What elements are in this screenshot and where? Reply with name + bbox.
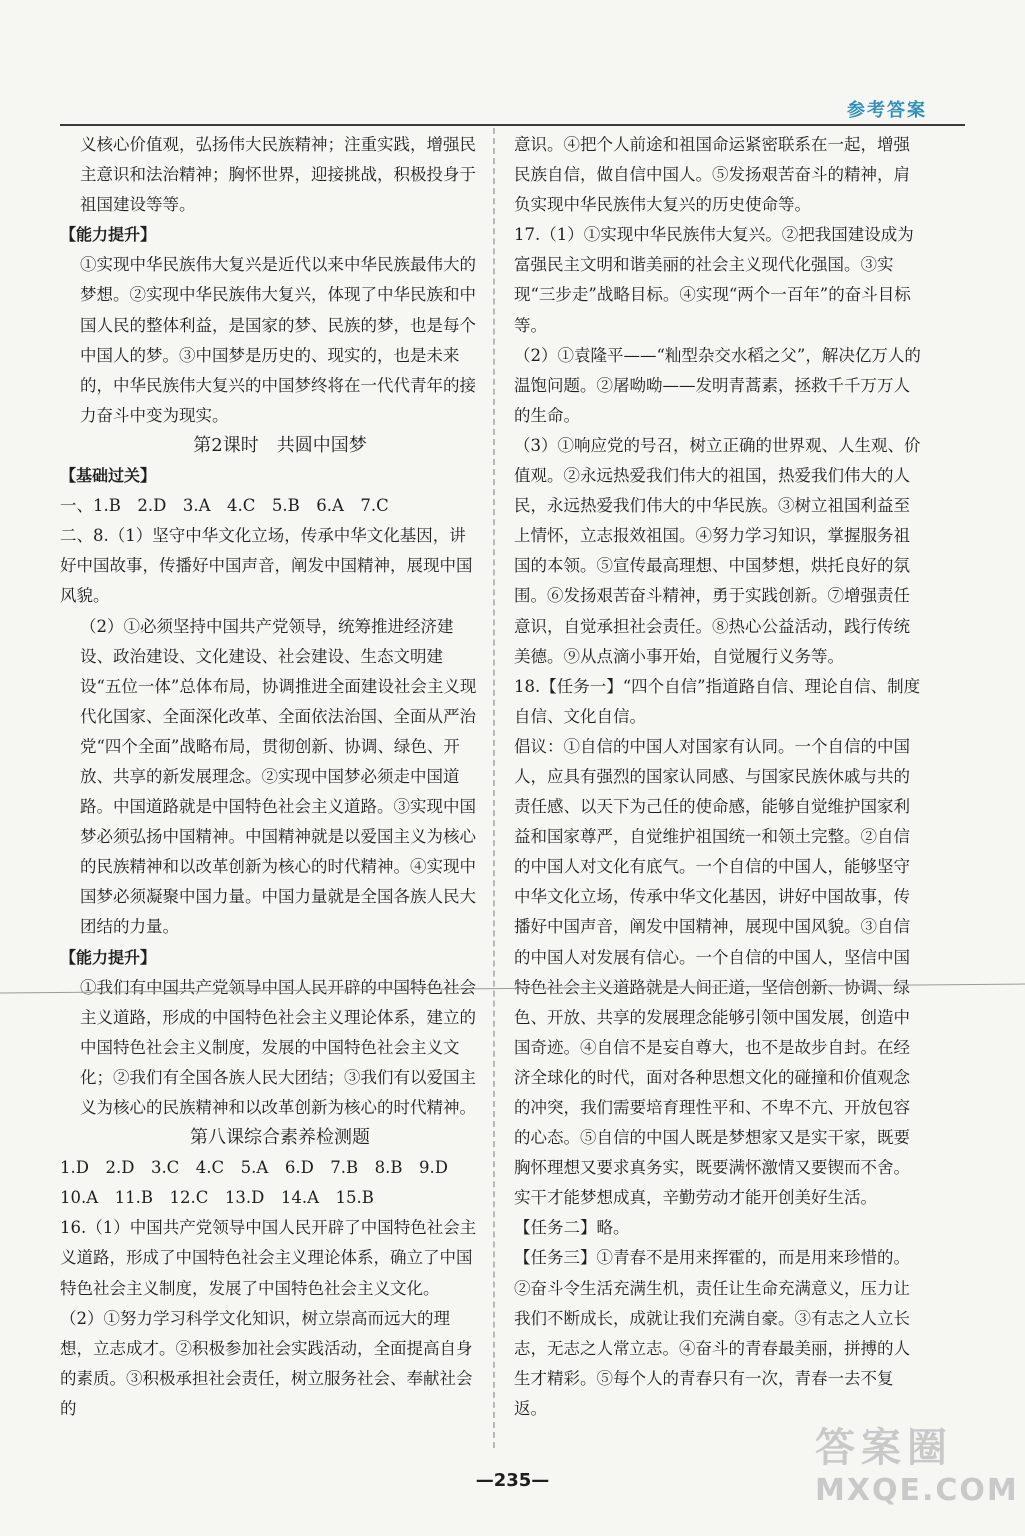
answer-paragraph: ①实现中华民族伟大复兴是近代以来中华民族最伟大的梦想。②实现中华民族伟大复兴，体现了中华民族和中国人民的整体利益，是国家的梦、民族的梦，也是每个中国人的梦。③中国梦是历史的、现实的，也是未来的，中华民族伟大复兴的中国梦终将在一代代青年的接力奋斗中变为现实。: [80, 255, 476, 425]
answer-paragraph: 17.（1）①实现中华民族伟大复兴。②把我国建设成为富强民主文明和谐美丽的社会主义现代化强国。③实现“三步走”战略目标。④实现“两个一百年”的奋斗目标等。: [514, 225, 914, 335]
answer-paragraph: 倡议：①自信的中国人对国家有认同。一个自信的中国人，应具有强烈的国家认同感、与国家民族休戚与共的责任感、以天下为己任的使命感，能够自觉维护国家利益和国家尊严，自觉维护祖国统一和领土完整。②自信的中国人对文化有底气。一个自信的中国人，能够坚守中华文化立场，传承中华文化基因，讲好中国故事，传播好中国声音，阐发中国精神，展现中国风貌。③自信的中国人对发展有信心。一个自信的中国人，坚信中国特色社会主义道路就是人间正道，坚信创新、协调、绿色、开放、共享的发展理念能够引领中国发展，创造中国奇迹。④自信不是妄自尊大，也不是故步自封。在经济全球化的时代，面对各种思想文化的碰撞和价值观念的冲突，我们需要培育理性平和、不卑不亢、开放包容的心态。⑤自信的中国人既是梦想家又是实干家，既要胸怀理想又要求真务实，既要满怀激情又要锲而不舍。实干才能梦想成真，辛勤劳动才能开创美好生活。: [514, 736, 910, 1208]
header-label: 参考答案: [847, 100, 927, 121]
answer-paragraph: 【任务三】①青春不是用来挥霍的，而是用来珍惜的。②奋斗令生活充满生机，责任让生命充满意义，压力让我们不断成长，成就让我们充满自豪。③有志之人立长志，无志之人常立志。④奋斗的青春最美丽，拼搏的人生才精彩。⑤每个人的青春只有一次，青春一去不复返。: [514, 1248, 910, 1418]
watermark-logo: [815, 1416, 1019, 1516]
answer-paragraph: 意识。④把个人前途和祖国命运紧密联系在一起，增强民族自信，做自信中国人。⑤发扬艰苦奋斗的精神，肩负实现中华民族伟大复兴的历史使命等。: [514, 135, 910, 215]
section-heading: 【能力提升】: [60, 947, 157, 967]
answer-paragraph: 16.（1）中国共产党领导中国人民开辟了中国特色社会主义道路，形成了中国特色社会主义理论体系，确立了中国特色社会主义制度，发展了中国特色社会主义文化。: [60, 1218, 477, 1298]
answer-line: 10.A 11.B 12.C 13.D 14.A 15.B: [60, 1188, 374, 1208]
left-column: [60, 130, 480, 1424]
answer-paragraph: 【任务二】略。: [514, 1218, 630, 1238]
answer-paragraph: （2）①必须坚持中国共产党领导，统筹推进经济建设、政治建设、文化建设、社会建设、生态文明建设“五位一体”总体布局，协调推进全面建设社会主义现代化国家、全面深化改革、全面依法治国、全面从严治党“四个全面”战略布局，贯彻创新、协调、绿色、开放、共享的新发展理念。②实现中国梦必须走中国道路。中国道路就是中国特色社会主义道路。③实现中国梦必须弘扬中国精神。中国精神就是以爱国主义为核心的民族精神和以改革创新为核心的时代精神。④实现中国梦必须凝聚中国力量。中国力量就是全国各族人民大团结的力量。: [80, 616, 477, 937]
watermark-site: MXQE.COM: [815, 1473, 1019, 1508]
lesson-title: 第2课时 共圆中国梦: [193, 434, 367, 456]
answer-paragraph: （3）①响应党的号召，树立正确的世界观、人生观、价值观。②永远热爱我们伟大的祖国，热爱我们伟大的人民，永远热爱我们伟大的中华民族。③树立祖国利益至上情怀，立志报效祖国。④努力学习知识，掌握服务祖国的本领。⑤宣传最高理想、中国梦想，烘托良好的氛围。⑥发扬艰苦奋斗精神，勇于实践创新。⑦增强责任意识，自觉承担社会责任。⑧热心公益活动，践行传统美德。⑨从点滴小事开始，自觉履行义务等。: [514, 435, 921, 666]
answer-paragraph: ①我们有中国共产党领导中国人民开辟的中国特色社会主义道路，形成的中国特色社会主义理论体系，建立的中国特色社会主义制度，发展的中国特色社会主义文化；②我们有全国各族人民大团结；③我们有以爱国主义为核心的民族精神和以改革创新为核心的时代精神。: [80, 977, 476, 1117]
page-number: —235—: [475, 1470, 550, 1491]
lesson-title: 第八课综合素养检测题: [190, 1127, 370, 1149]
header-rule: [60, 124, 965, 126]
answer-paragraph: 义核心价值观，弘扬伟大民族精神；注重实践，增强民主意识和法治精神；胸怀世界，迎接挑战，积极投身于祖国建设等等。: [80, 135, 476, 215]
answer-paragraph: 18.【任务一】“四个自信”指道路自信、理论自信、制度自信、文化自信。: [514, 676, 921, 726]
answer-paragraph: （2）①努力学习科学文化知识，树立崇高而远大的理想，立志成才。②积极参加社会实践活动，全面提高自身的素质。③积极承担社会责任，树立服务社会、奉献社会的: [60, 1308, 473, 1418]
right-column: [514, 130, 924, 1424]
section-heading: 【能力提升】: [60, 225, 157, 245]
answer-line: 一、1.B 2.D 3.A 4.C 5.B 6.A 7.C: [60, 496, 389, 516]
answer-line: 1.D 2.D 3.C 4.C 5.A 6.D 7.B 8.B 9.D: [60, 1158, 449, 1178]
watermark-logo-text: 答案圈: [815, 1425, 953, 1471]
column-divider: [493, 128, 495, 1448]
answer-paragraph: （2）①袁隆平——“籼型杂交水稻之父”，解决亿万人的温饱问题。②屠呦呦——发明青蒿素，拯救千千万万人的生命。: [514, 345, 921, 425]
section-heading: 【基础过关】: [60, 466, 157, 486]
answer-paragraph: 二、8.（1）坚守中华文化立场，传承中华文化基因，讲好中国故事，传播好中国声音，阐发中国精神，展现中国风貌。: [60, 526, 473, 606]
